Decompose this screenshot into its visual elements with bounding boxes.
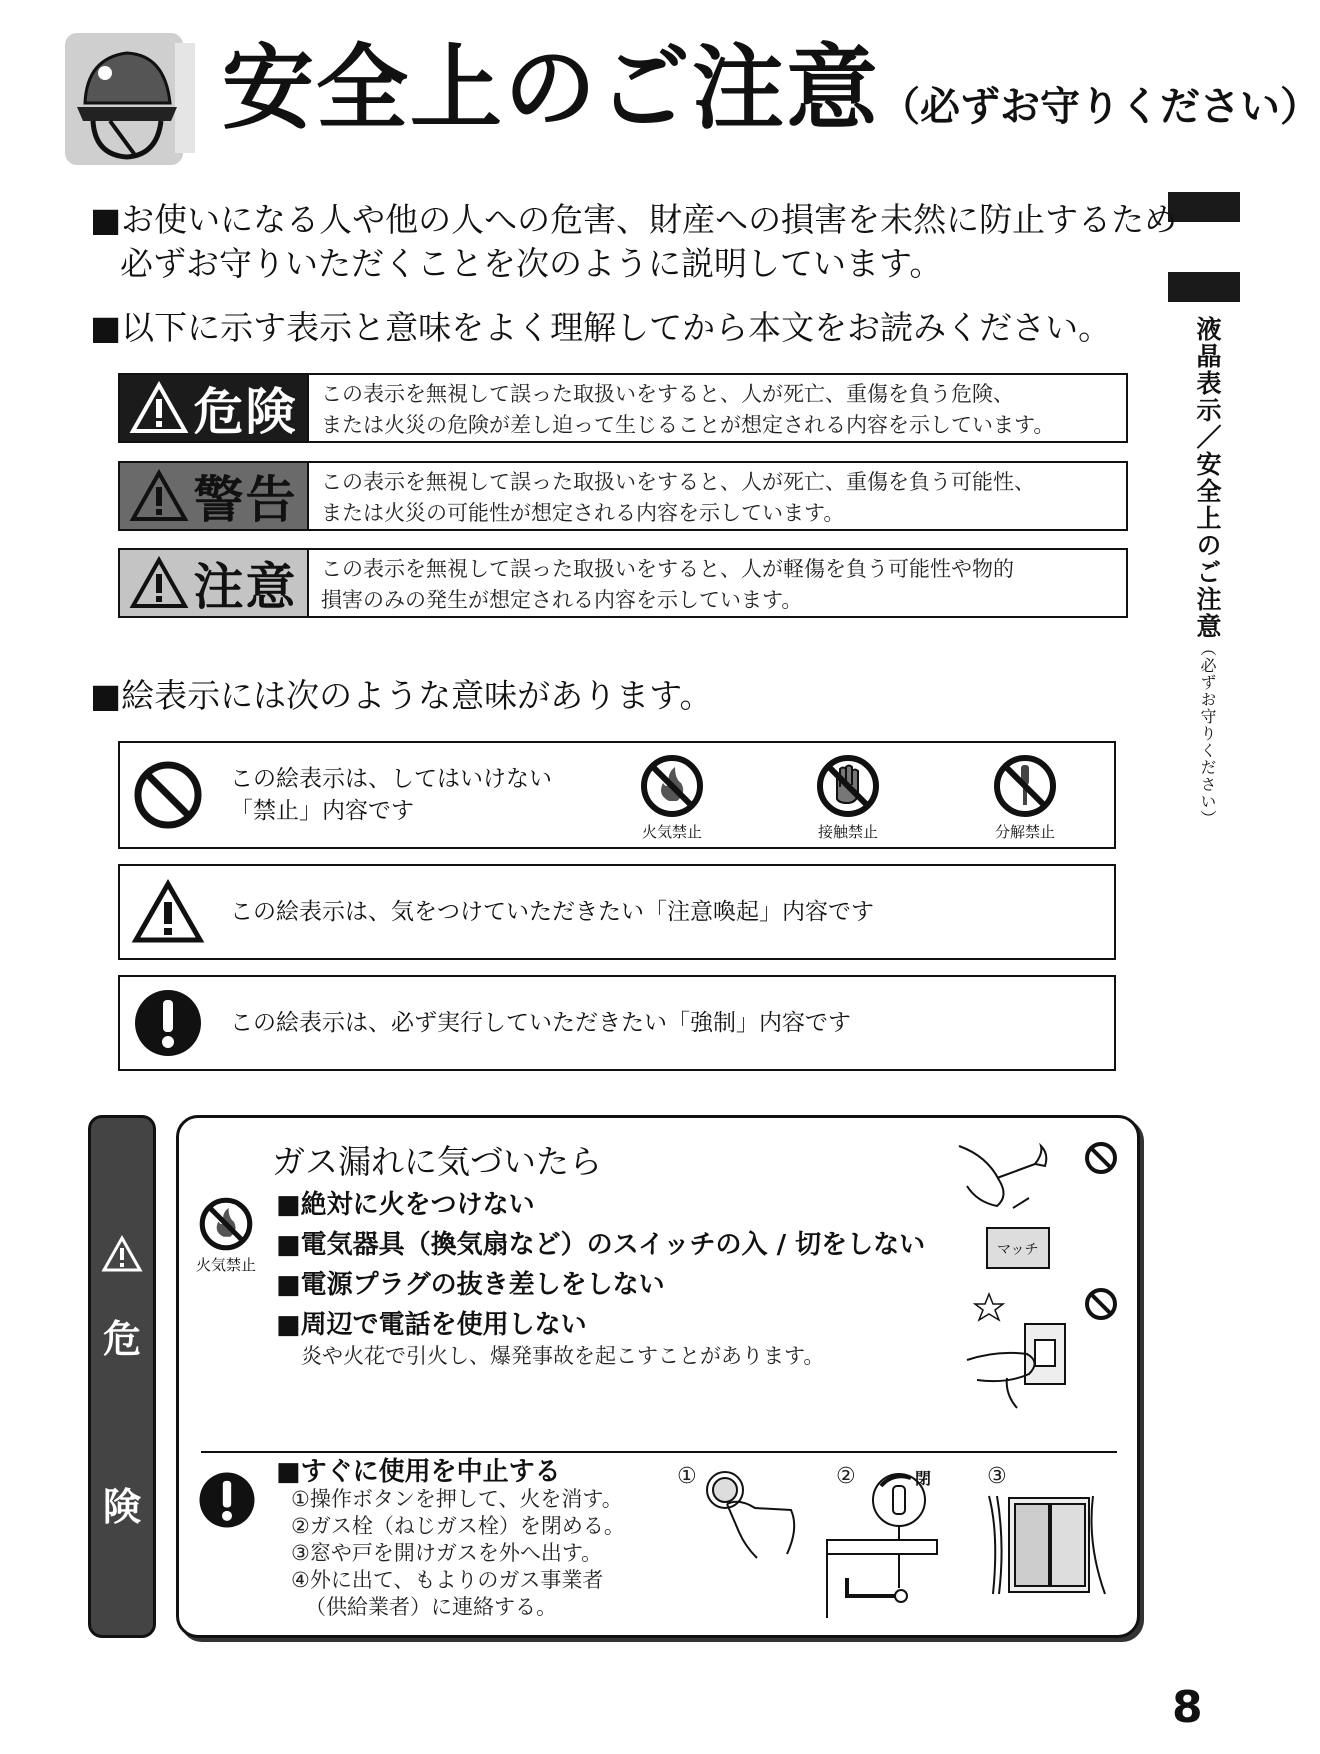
action-step: ①操作ボタンを押して、火を消す。 bbox=[291, 1487, 623, 1511]
plug-outlet-illustration bbox=[967, 1290, 1077, 1410]
step-number-3: ③ bbox=[987, 1464, 1007, 1489]
caution-label-text: 注意 bbox=[193, 558, 298, 616]
pictogram-heading: ■絵表示には次のような意味があります。 bbox=[90, 676, 713, 715]
caution-desc-2: 損害のみの発生が想定される内容を示しています。 bbox=[321, 588, 803, 612]
action-step: ②ガス栓（ねじガス栓）を閉める。 bbox=[291, 1514, 625, 1538]
action-step: ④外に出て、もよりのガス事業者 bbox=[291, 1568, 604, 1592]
title-main: 安全上のご注意 bbox=[222, 34, 881, 142]
close-label: 閉 bbox=[915, 1469, 932, 1488]
prohibition-icon bbox=[1083, 1286, 1119, 1322]
intro-line-2: 必ずお守りいただくことを次のように説明しています。 bbox=[120, 244, 943, 283]
warning-triangle-icon bbox=[130, 470, 188, 522]
step-number-2: ② bbox=[836, 1464, 856, 1489]
prohibition-icon bbox=[132, 759, 204, 831]
prohibit-pictogram-box bbox=[118, 741, 1116, 849]
push-button-illustration bbox=[699, 1468, 809, 1568]
prohibition-icon bbox=[1083, 1140, 1119, 1176]
danger-tab-char-2: 険 bbox=[102, 1485, 141, 1529]
action-heading: ■すぐに使用を中止する bbox=[276, 1457, 561, 1487]
example-no-fire bbox=[622, 753, 722, 842]
match-box-label: マッチ bbox=[997, 1242, 1039, 1258]
warning-label bbox=[120, 463, 309, 529]
caution-triangle-icon bbox=[132, 880, 204, 944]
no-disassembly-icon bbox=[992, 753, 1058, 819]
danger-tab-char-1: 危 bbox=[102, 1317, 141, 1361]
rule-item: ■絶対に火をつけない bbox=[276, 1190, 535, 1220]
rule-item: ■周辺で電話を使用しない bbox=[276, 1310, 587, 1340]
rule-note: 炎や火花で引火し、爆発事故を起こすことがあります。 bbox=[301, 1344, 825, 1368]
mandatory-action-icon bbox=[132, 987, 204, 1059]
action-step: （供給業者）に連絡する。 bbox=[305, 1595, 557, 1619]
intro-line-3: ■以下に示す表示と意味をよく理解してから本文をお読みください。 bbox=[90, 308, 1112, 347]
warning-desc-2: または火災の可能性が想定される内容を示しています。 bbox=[321, 501, 845, 525]
match-striking-illustration bbox=[957, 1136, 1067, 1286]
intro-line-1: ■お使いになる人や他の人への危害、財産への損害を未然に防止するため bbox=[90, 200, 1178, 239]
mandatory-action-icon bbox=[197, 1470, 257, 1530]
example-no-disassemble bbox=[975, 753, 1075, 842]
gas-valve-illustration bbox=[827, 1468, 945, 1618]
caution-signal-box bbox=[118, 548, 1128, 618]
page-number: 8 bbox=[1172, 1682, 1203, 1733]
page-title bbox=[222, 34, 1320, 142]
mandatory-pictogram-box bbox=[118, 975, 1116, 1071]
section-tab-active[interactable] bbox=[1168, 272, 1240, 302]
rule-item: ■電源プラグの抜き差しをしない bbox=[276, 1270, 665, 1300]
danger-side-tab bbox=[88, 1115, 156, 1638]
warning-desc-1: この表示を無視して誤った取扱いをすると、人が死亡、重傷を負う可能性、 bbox=[321, 470, 1035, 494]
helmet-icon bbox=[65, 33, 197, 168]
title-sub: （必ずお守りください） bbox=[880, 83, 1320, 130]
open-window-illustration bbox=[989, 1494, 1107, 1598]
no-fire-icon bbox=[639, 753, 705, 819]
warning-triangle-icon bbox=[130, 382, 188, 434]
attention-desc: この絵表示は、気をつけていただきたい「注意喚起」内容です bbox=[230, 899, 874, 925]
gas-leak-danger-panel bbox=[176, 1115, 1140, 1638]
warning-triangle-icon bbox=[130, 557, 188, 609]
danger-label-text: 危険 bbox=[193, 383, 298, 441]
side-title-sub: （必ずお守りください） bbox=[1198, 640, 1217, 827]
example-no-touch bbox=[798, 753, 898, 842]
no-fire-badge bbox=[193, 1196, 259, 1275]
gas-leak-heading: ガス漏れに気づいたら bbox=[272, 1142, 602, 1181]
attention-pictogram-box bbox=[118, 864, 1116, 960]
side-section-title bbox=[1170, 316, 1220, 827]
step-number-1: ① bbox=[677, 1464, 697, 1489]
danger-desc-1: この表示を無視して誤った取扱いをすると、人が死亡、重傷を負う危険、 bbox=[321, 382, 1014, 406]
caution-desc-1: この表示を無視して誤った取扱いをすると、人が軽傷を負う可能性や物的 bbox=[321, 557, 1014, 581]
rule-item: ■電気器具（換気扇など）のスイッチの入 / 切をしない bbox=[276, 1230, 926, 1260]
section-tab[interactable] bbox=[1168, 192, 1240, 222]
warning-label-text: 警告 bbox=[193, 471, 298, 529]
danger-label bbox=[120, 375, 309, 441]
example-no-fire-label: 火気禁止 bbox=[641, 823, 702, 841]
example-no-touch-label: 接触禁止 bbox=[817, 823, 878, 841]
action-steps bbox=[291, 1486, 625, 1621]
no-fire-icon bbox=[198, 1196, 254, 1252]
action-step: ③窓や戸を開けガスを外へ出す。 bbox=[291, 1541, 603, 1565]
danger-desc-2: または火災の危険が差し迫って生じることが想定される内容を示しています。 bbox=[321, 413, 1055, 437]
no-fire-badge-label: 火気禁止 bbox=[195, 1256, 256, 1274]
prohibit-desc-2: 「禁止」内容です bbox=[230, 798, 414, 824]
caution-label bbox=[120, 550, 309, 616]
warning-signal-box bbox=[118, 461, 1128, 531]
danger-signal-box bbox=[118, 373, 1128, 443]
side-title-main: 液晶表示／安全上のご注意 bbox=[1193, 316, 1222, 640]
no-touch-icon bbox=[815, 753, 881, 819]
prohibit-desc-1: この絵表示は、してはいけない bbox=[230, 766, 552, 792]
warning-triangle-icon bbox=[102, 1236, 142, 1272]
mandatory-desc: この絵表示は、必ず実行していただきたい「強制」内容です bbox=[230, 1010, 851, 1036]
example-no-disassemble-label: 分解禁止 bbox=[994, 823, 1055, 841]
panel-divider bbox=[201, 1451, 1117, 1453]
